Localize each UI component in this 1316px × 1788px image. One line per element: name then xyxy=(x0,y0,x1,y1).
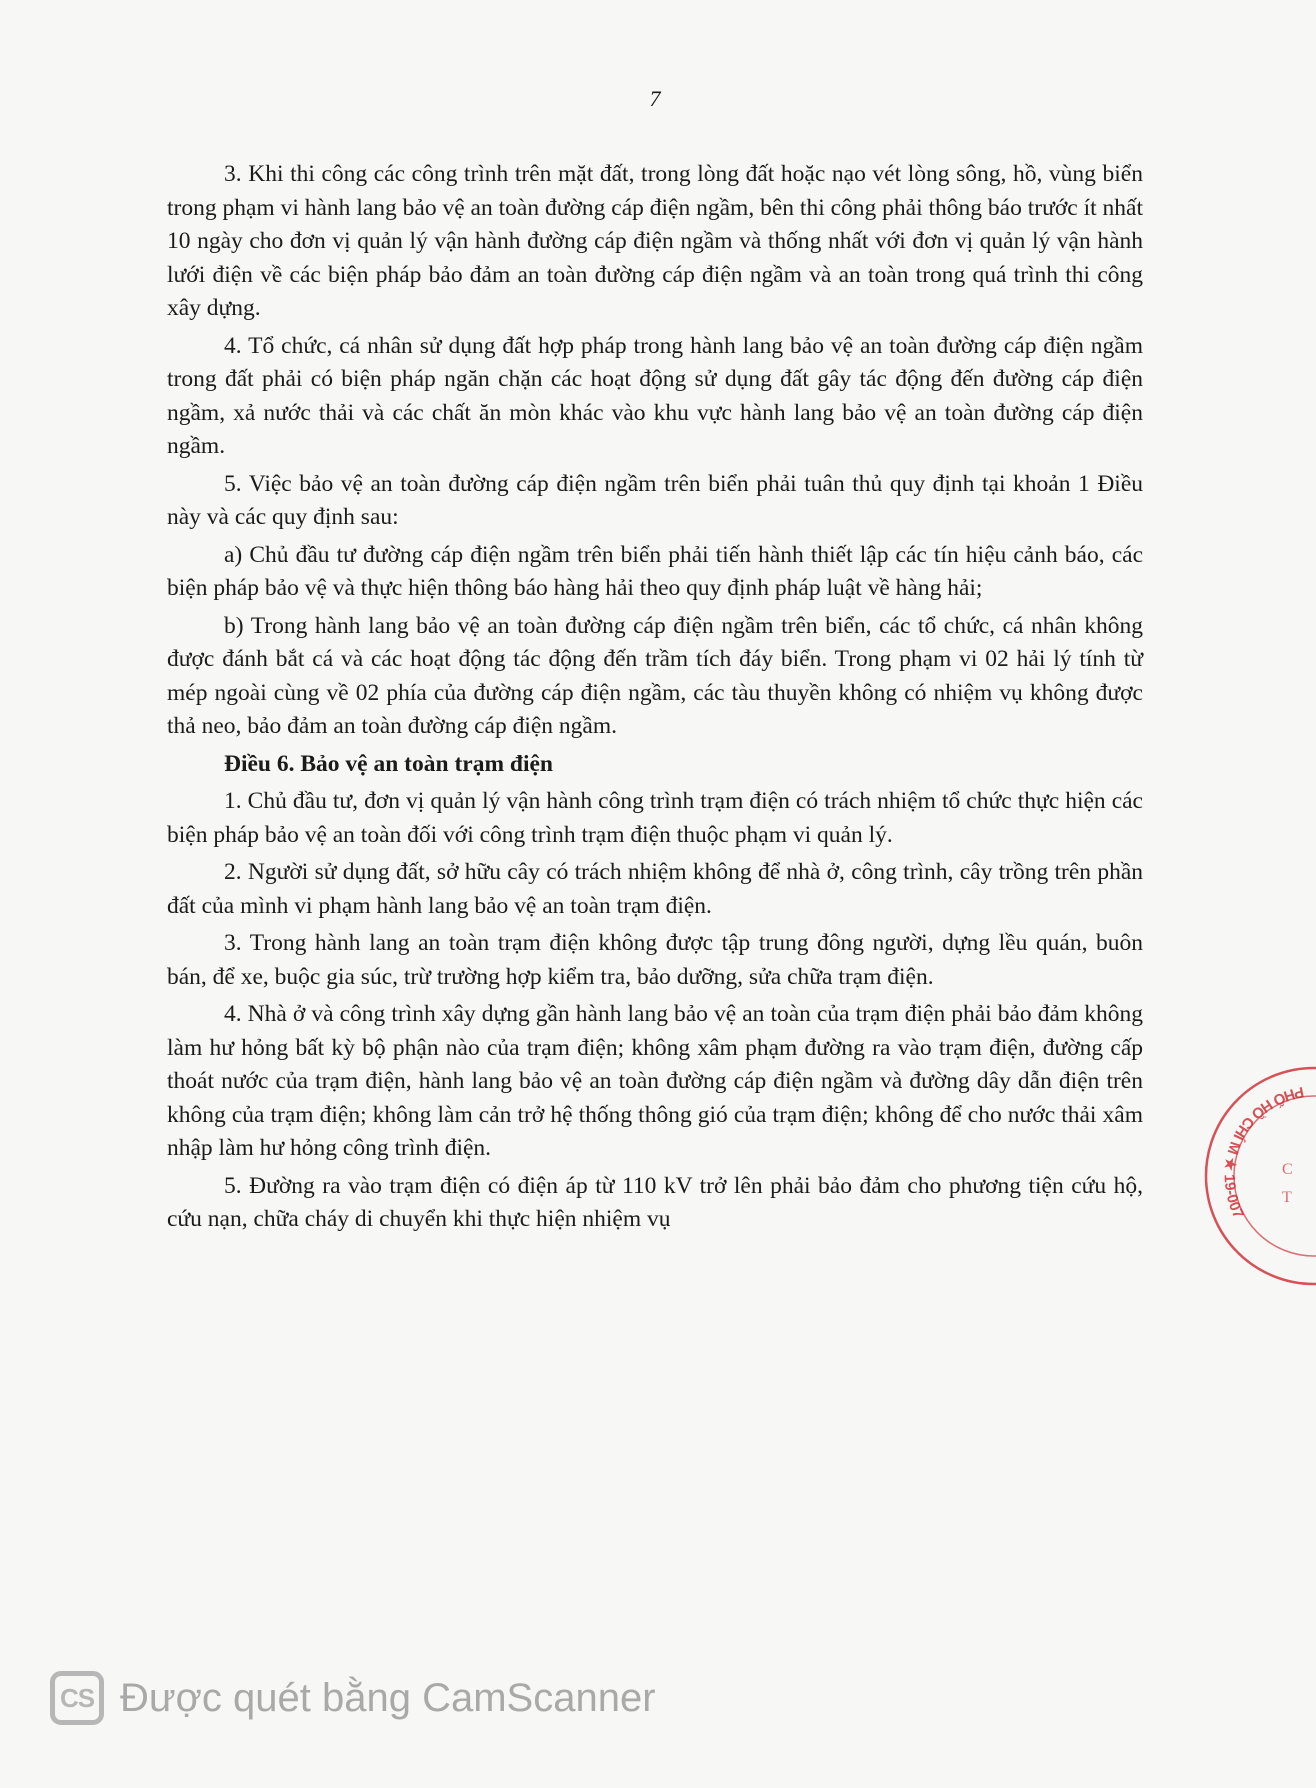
svg-text:T: T xyxy=(1282,1189,1292,1206)
article-6-clause-3: 3. Trong hành lang an toàn trạm điện không được tập trung đông người, dựng lều quán, buôn bán, để xe, buộc gia súc, trừ trường hợp kiểm tra, bảo dưỡng, sửa chữa trạm điện. xyxy=(167,930,1143,990)
scanner-watermark xyxy=(50,1671,656,1725)
document-body xyxy=(167,158,1143,1241)
article-6-clause-1: 1. Chủ đầu tư, đơn vị quản lý vận hành công trình trạm điện có trách nhiệm tổ chức thực hiện các biện pháp bảo vệ an toàn đối với công trình trạm điện thuộc phạm vi quản lý. xyxy=(167,788,1143,848)
page-number: 7 xyxy=(649,86,661,111)
svg-text:PHỐ HỒ CHÍ M ★ 19-007: PHỐ HỒ CHÍ M ★ 19-007 xyxy=(1220,1082,1306,1222)
article-6-clause-5: 5. Đường ra vào trạm điện có điện áp từ 110 kV trở lên phải bảo đảm cho phương tiện cứu hộ, cứu nạn, chữa cháy di chuyển khi thực hiện nhiệm vụ xyxy=(167,1172,1143,1232)
camscanner-caption: Được quét bằng CamScanner xyxy=(120,1675,656,1720)
article-6-clause-2: 2. Người sử dụng đất, sở hữu cây có trách nhiệm không để nhà ở, công trình, cây trồng trên phần đất của mình vi phạm hành lang bảo vệ an toàn trạm điện. xyxy=(167,859,1143,919)
paragraph-clause-5: 5. Việc bảo vệ an toàn đường cáp điện ngầm trên biển phải tuân thủ quy định tại khoản 1 Điều này và các quy định sau: xyxy=(167,470,1143,530)
red-seal-stamp xyxy=(1196,1056,1316,1296)
camscanner-logo-icon: CS xyxy=(50,1671,104,1725)
article-6-clause-4: 4. Nhà ở và công trình xây dựng gần hành lang bảo vệ an toàn của trạm điện phải bảo đảm không làm hư hỏng bất kỳ bộ phận nào của trạm điện; không xâm phạm đường ra vào trạm điện, đường cấp thoát nước của trạm điện, hành lang bảo vệ an toàn đường cáp điện ngầm và đường dây dẫn điện trên không của trạm điện; không làm cản trở hệ thống thông gió của trạm điện; không để cho nước thải xâm nhập làm hư hỏng công trình điện. xyxy=(167,1001,1143,1161)
paragraph-clause-5a: a) Chủ đầu tư đường cáp điện ngầm trên biển phải tiến hành thiết lập các tín hiệu cảnh báo, các biện pháp bảo vệ và thực hiện thông báo hàng hải theo quy định pháp luật về hàng hải; xyxy=(167,541,1143,601)
paragraph-clause-5b: b) Trong hành lang bảo vệ an toàn đường cáp điện ngầm trên biển, các tổ chức, cá nhân không được đánh bắt cá và các hoạt động tác động đến trầm tích đáy biển. Trong phạm vi 02 hải lý tính từ mép ngoài cùng về 02 phía của đường cáp điện ngầm, các tàu thuyền không có nhiệm vụ không được thả neo, bảo đảm an toàn đường cáp điện ngầm. xyxy=(167,612,1143,739)
article-6-heading: Điều 6. Bảo vệ an toàn trạm điện xyxy=(224,750,553,777)
paragraph-clause-3: 3. Khi thi công các công trình trên mặt đất, trong lòng đất hoặc nạo vét lòng sông, hồ, vùng biển trong phạm vi hành lang bảo vệ an toàn đường cáp điện ngầm, bên thi công phải thông báo trước ít nhất 10 ngày cho đơn vị quản lý vận hành đường cáp điện ngầm và thống nhất với đơn vị quản lý vận hành lưới điện về các biện pháp bảo đảm an toàn đường cáp điện ngầm và an toàn trong quá trình thi công xây dựng. xyxy=(167,161,1143,321)
paragraph-clause-4: 4. Tổ chức, cá nhân sử dụng đất hợp pháp trong hành lang bảo vệ an toàn đường cáp điện ngầm trong đất phải có biện pháp ngăn chặn các hoạt động sử dụng đất gây tác động đến đường cáp điện ngầm, xả nước thải và các chất ăn mòn khác vào khu vực hành lang bảo vệ an toàn đường cáp điện ngầm. xyxy=(167,332,1143,459)
svg-text:C: C xyxy=(1282,1161,1293,1178)
